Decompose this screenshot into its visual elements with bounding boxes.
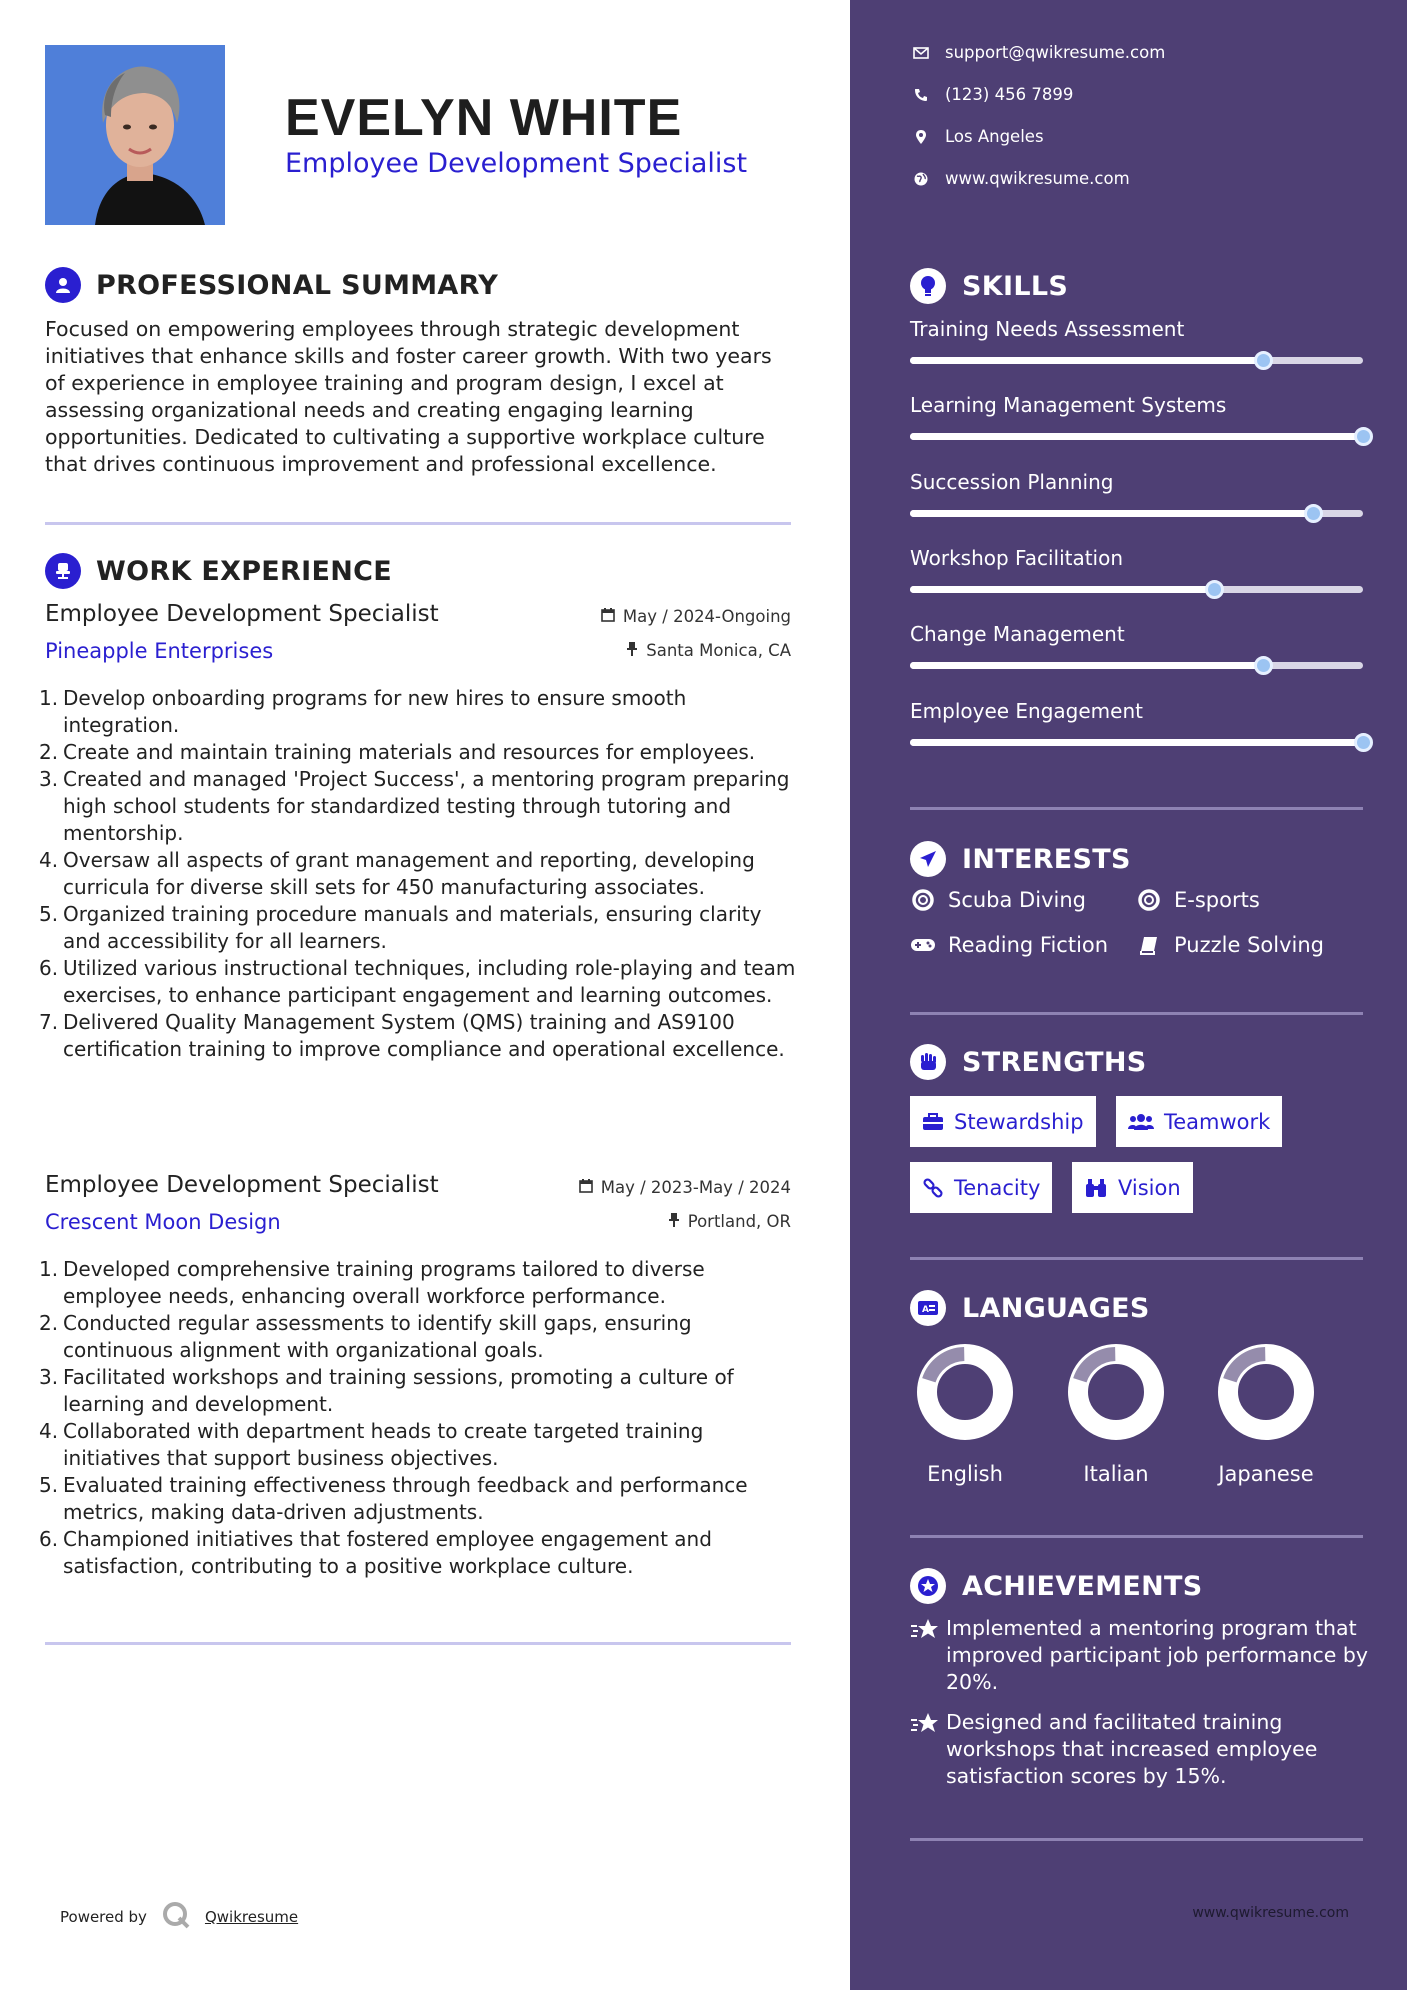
language-ring <box>1216 1342 1316 1442</box>
skill-item <box>910 470 1363 494</box>
divider <box>910 1257 1363 1260</box>
pin-icon <box>626 641 638 660</box>
sparkle-star-icon <box>910 1711 946 1790</box>
interest-item <box>910 933 1108 957</box>
list-item: 4. Collaborated with department heads to create targeted training initiatives that support business objectives. <box>39 1419 704 1470</box>
list-item: 7. Delivered Quality Management System (QMS) training and AS9100 certification training to improve compliance and operational excellence. <box>39 1010 785 1061</box>
language-item <box>1061 1342 1171 1486</box>
lifebuoy-icon <box>910 889 936 911</box>
contact-phone-text: (123) 456 7899 <box>945 85 1074 104</box>
achievement-item <box>910 1615 1370 1696</box>
powered-by-label: Powered by <box>60 1908 147 1926</box>
paper-plane-icon <box>910 841 946 877</box>
skill-bar <box>910 357 1363 364</box>
language-name: Japanese <box>1218 1462 1314 1486</box>
star-badge-icon <box>910 1568 946 1604</box>
list-item: 4. Oversaw all aspects of grant management and reporting, developing curricula for diverse skill sets for 450 manufacturing associates. <box>39 848 755 899</box>
users-icon <box>1128 1113 1154 1131</box>
achievements-heading <box>910 1568 1203 1604</box>
skill-item <box>910 699 1363 723</box>
globe-icon <box>910 172 932 186</box>
list-item: 1. Developed comprehensive training programs tailored to diverse employee needs, enhancing overall workforce performance. <box>39 1257 705 1308</box>
skill-knob <box>1304 504 1323 523</box>
skill-bar-fill <box>910 357 1263 364</box>
divider <box>910 1838 1363 1841</box>
skill-name: Training Needs Assessment <box>910 317 1185 341</box>
list-item: 6. Championed initiatives that fostered employee engagement and satisfaction, contributing to a positive workplace culture. <box>39 1527 712 1578</box>
achievement-text: Implemented a mentoring program that improved participant job performance by 20%. <box>946 1616 1369 1694</box>
interest-label: Scuba Diving <box>948 888 1086 912</box>
strength-tag <box>1072 1162 1193 1213</box>
candidate-name: EVELYN WHITE <box>285 89 683 147</box>
strength-label: Vision <box>1118 1175 1181 1200</box>
contact-email <box>910 43 1165 62</box>
skill-bar-fill <box>910 510 1313 517</box>
qwikresume-logo-icon <box>161 1900 191 1934</box>
skill-name: Succession Planning <box>910 470 1114 494</box>
skill-item <box>910 546 1363 570</box>
job-company: Crescent Moon Design <box>45 1210 281 1234</box>
skill-item <box>910 622 1363 646</box>
strength-tag <box>1116 1096 1282 1147</box>
summary-title: PROFESSIONAL SUMMARY <box>96 269 499 301</box>
skill-bar-fill <box>910 586 1214 593</box>
interests-title: INTERESTS <box>962 843 1131 875</box>
job-location <box>626 641 791 660</box>
pin-icon <box>668 1212 680 1231</box>
map-pin-icon <box>910 130 932 144</box>
skill-name: Change Management <box>910 622 1125 646</box>
sidebar <box>850 0 1407 1990</box>
skill-bar <box>910 662 1363 669</box>
divider <box>45 522 791 525</box>
strength-label: Stewardship <box>954 1109 1084 1134</box>
divider <box>45 1642 791 1645</box>
link-icon <box>922 1177 944 1199</box>
work-heading <box>45 553 392 589</box>
skill-bar-fill <box>910 739 1363 746</box>
qwikresume-link[interactable]: Qwikresume <box>204 1908 299 1926</box>
job-date <box>579 1178 791 1197</box>
skill-bar <box>910 586 1363 593</box>
powered-by <box>60 1900 298 1934</box>
job-role: Employee Development Specialist <box>45 601 439 627</box>
strengths-heading <box>910 1044 1147 1080</box>
interest-label: Reading Fiction <box>948 933 1109 957</box>
work-title: WORK EXPERIENCE <box>96 555 392 587</box>
skills-title: SKILLS <box>962 270 1069 302</box>
list-item: 5. Organized training procedure manuals and materials, ensuring clarity and accessibility for all learners. <box>39 902 762 953</box>
contact-website <box>910 169 1130 188</box>
job-duties <box>39 1256 805 1580</box>
job-date <box>601 607 791 626</box>
job-role: Employee Development Specialist <box>45 1172 439 1198</box>
skill-knob <box>1354 427 1373 446</box>
job-date-text: May / 2024-Ongoing <box>622 607 791 626</box>
list-item: 3. Created and managed 'Project Success', a mentoring program preparing high school students for standardized testing through tutoring and mentorship. <box>39 767 790 845</box>
skill-bar <box>910 739 1363 746</box>
achievement-item <box>910 1709 1370 1790</box>
calendar-icon <box>579 1178 593 1197</box>
skill-bar <box>910 510 1363 517</box>
skill-bar-fill <box>910 662 1263 669</box>
divider <box>910 807 1363 810</box>
list-item: 6. Utilized various instructional techniques, including role-playing and team exercises, to enhance participant engagement and learning outcomes. <box>39 956 796 1007</box>
calendar-icon <box>601 607 615 626</box>
job-duties <box>39 685 805 1063</box>
fist-icon <box>910 1044 946 1080</box>
skill-bar <box>910 433 1363 440</box>
list-item: 2. Conducted regular assessments to identify skill gaps, ensuring continuous alignment with organizational goals. <box>39 1311 692 1362</box>
achievement-text: Designed and facilitated training workshops that increased employee satisfaction scores by 15%. <box>946 1710 1318 1788</box>
interest-item <box>1136 888 1260 912</box>
contact-location-text: Los Angeles <box>945 127 1044 146</box>
job-location-text: Santa Monica, CA <box>646 641 791 660</box>
gamepad-icon <box>910 937 936 953</box>
skill-bar-fill <box>910 433 1363 440</box>
languages-title: LANGUAGES <box>962 1292 1150 1324</box>
summary-heading <box>45 267 498 303</box>
list-item: 3. Facilitated workshops and training sessions, promoting a culture of learning and development. <box>39 1365 734 1416</box>
skill-item <box>910 317 1363 341</box>
divider <box>910 1535 1363 1538</box>
language-item <box>1211 1342 1321 1486</box>
list-item: 1. Develop onboarding programs for new hires to ensure smooth integration. <box>39 686 687 737</box>
language-icon <box>910 1290 946 1326</box>
binoculars-icon <box>1084 1178 1108 1198</box>
job-company: Pineapple Enterprises <box>45 639 274 663</box>
divider <box>910 1012 1363 1015</box>
strength-label: Teamwork <box>1164 1109 1271 1134</box>
contact-email-text[interactable]: support@qwikresume.com <box>945 43 1166 62</box>
language-name: Italian <box>1083 1462 1149 1486</box>
strength-label: Tenacity <box>954 1175 1041 1200</box>
interests-heading <box>910 841 1131 877</box>
achievements-title: ACHIEVEMENTS <box>962 1570 1203 1602</box>
language-ring <box>915 1342 1015 1442</box>
strength-tag <box>910 1096 1096 1147</box>
summary-text: Focused on empowering employees through strategic development initiatives that enhance skills and foster career growth. With two years of experience in employee training and program design, I excel at assessing organizational needs and creating engaging learning opportunities. Dedicated to cultivating a supportive workplace culture that drives continuous improvement and professional excellence. <box>45 317 772 476</box>
profile-photo <box>45 45 225 225</box>
language-item <box>910 1342 1020 1486</box>
job-location <box>668 1212 791 1231</box>
interest-label: E-sports <box>1174 888 1260 912</box>
skill-item <box>910 393 1363 417</box>
contact-website-text[interactable]: www.qwikresume.com <box>945 169 1130 188</box>
job-date-text: May / 2023-May / 2024 <box>600 1178 791 1197</box>
interest-item <box>1136 933 1324 957</box>
contact-location <box>910 127 1044 146</box>
phone-icon <box>910 88 932 102</box>
lifebuoy-icon <box>1136 889 1162 911</box>
skill-knob <box>1254 656 1273 675</box>
strengths-title: STRENGTHS <box>962 1046 1147 1078</box>
candidate-title: Employee Development Specialist <box>285 148 748 179</box>
user-icon <box>45 267 81 303</box>
skill-name: Employee Engagement <box>910 699 1143 723</box>
svg-text:A: A <box>922 1305 929 1315</box>
skill-knob <box>1354 733 1373 752</box>
skill-knob <box>1254 351 1273 370</box>
language-name: English <box>927 1462 1003 1486</box>
contact-phone <box>910 85 1073 104</box>
list-item: 2. Create and maintain training materials and resources for employees. <box>39 740 756 764</box>
skill-name: Learning Management Systems <box>910 393 1227 417</box>
briefcase-icon <box>922 1113 944 1131</box>
skill-name: Workshop Facilitation <box>910 546 1124 570</box>
book-icon <box>1136 935 1162 955</box>
envelope-icon <box>910 47 932 59</box>
sparkle-star-icon <box>910 1617 946 1696</box>
strength-tag <box>910 1162 1052 1213</box>
languages-heading <box>910 1290 1150 1326</box>
lightbulb-icon <box>910 268 946 304</box>
job-location-text: Portland, OR <box>687 1212 791 1231</box>
interest-item <box>910 888 1086 912</box>
chair-icon <box>45 553 81 589</box>
footer-website[interactable]: www.qwikresume.com <box>1192 1905 1349 1921</box>
skills-heading <box>910 268 1068 304</box>
language-ring <box>1066 1342 1166 1442</box>
interest-label: Puzzle Solving <box>1174 933 1324 957</box>
skill-knob <box>1205 580 1224 599</box>
list-item: 5. Evaluated training effectiveness through feedback and performance metrics, making data-driven adjustments. <box>39 1473 748 1524</box>
